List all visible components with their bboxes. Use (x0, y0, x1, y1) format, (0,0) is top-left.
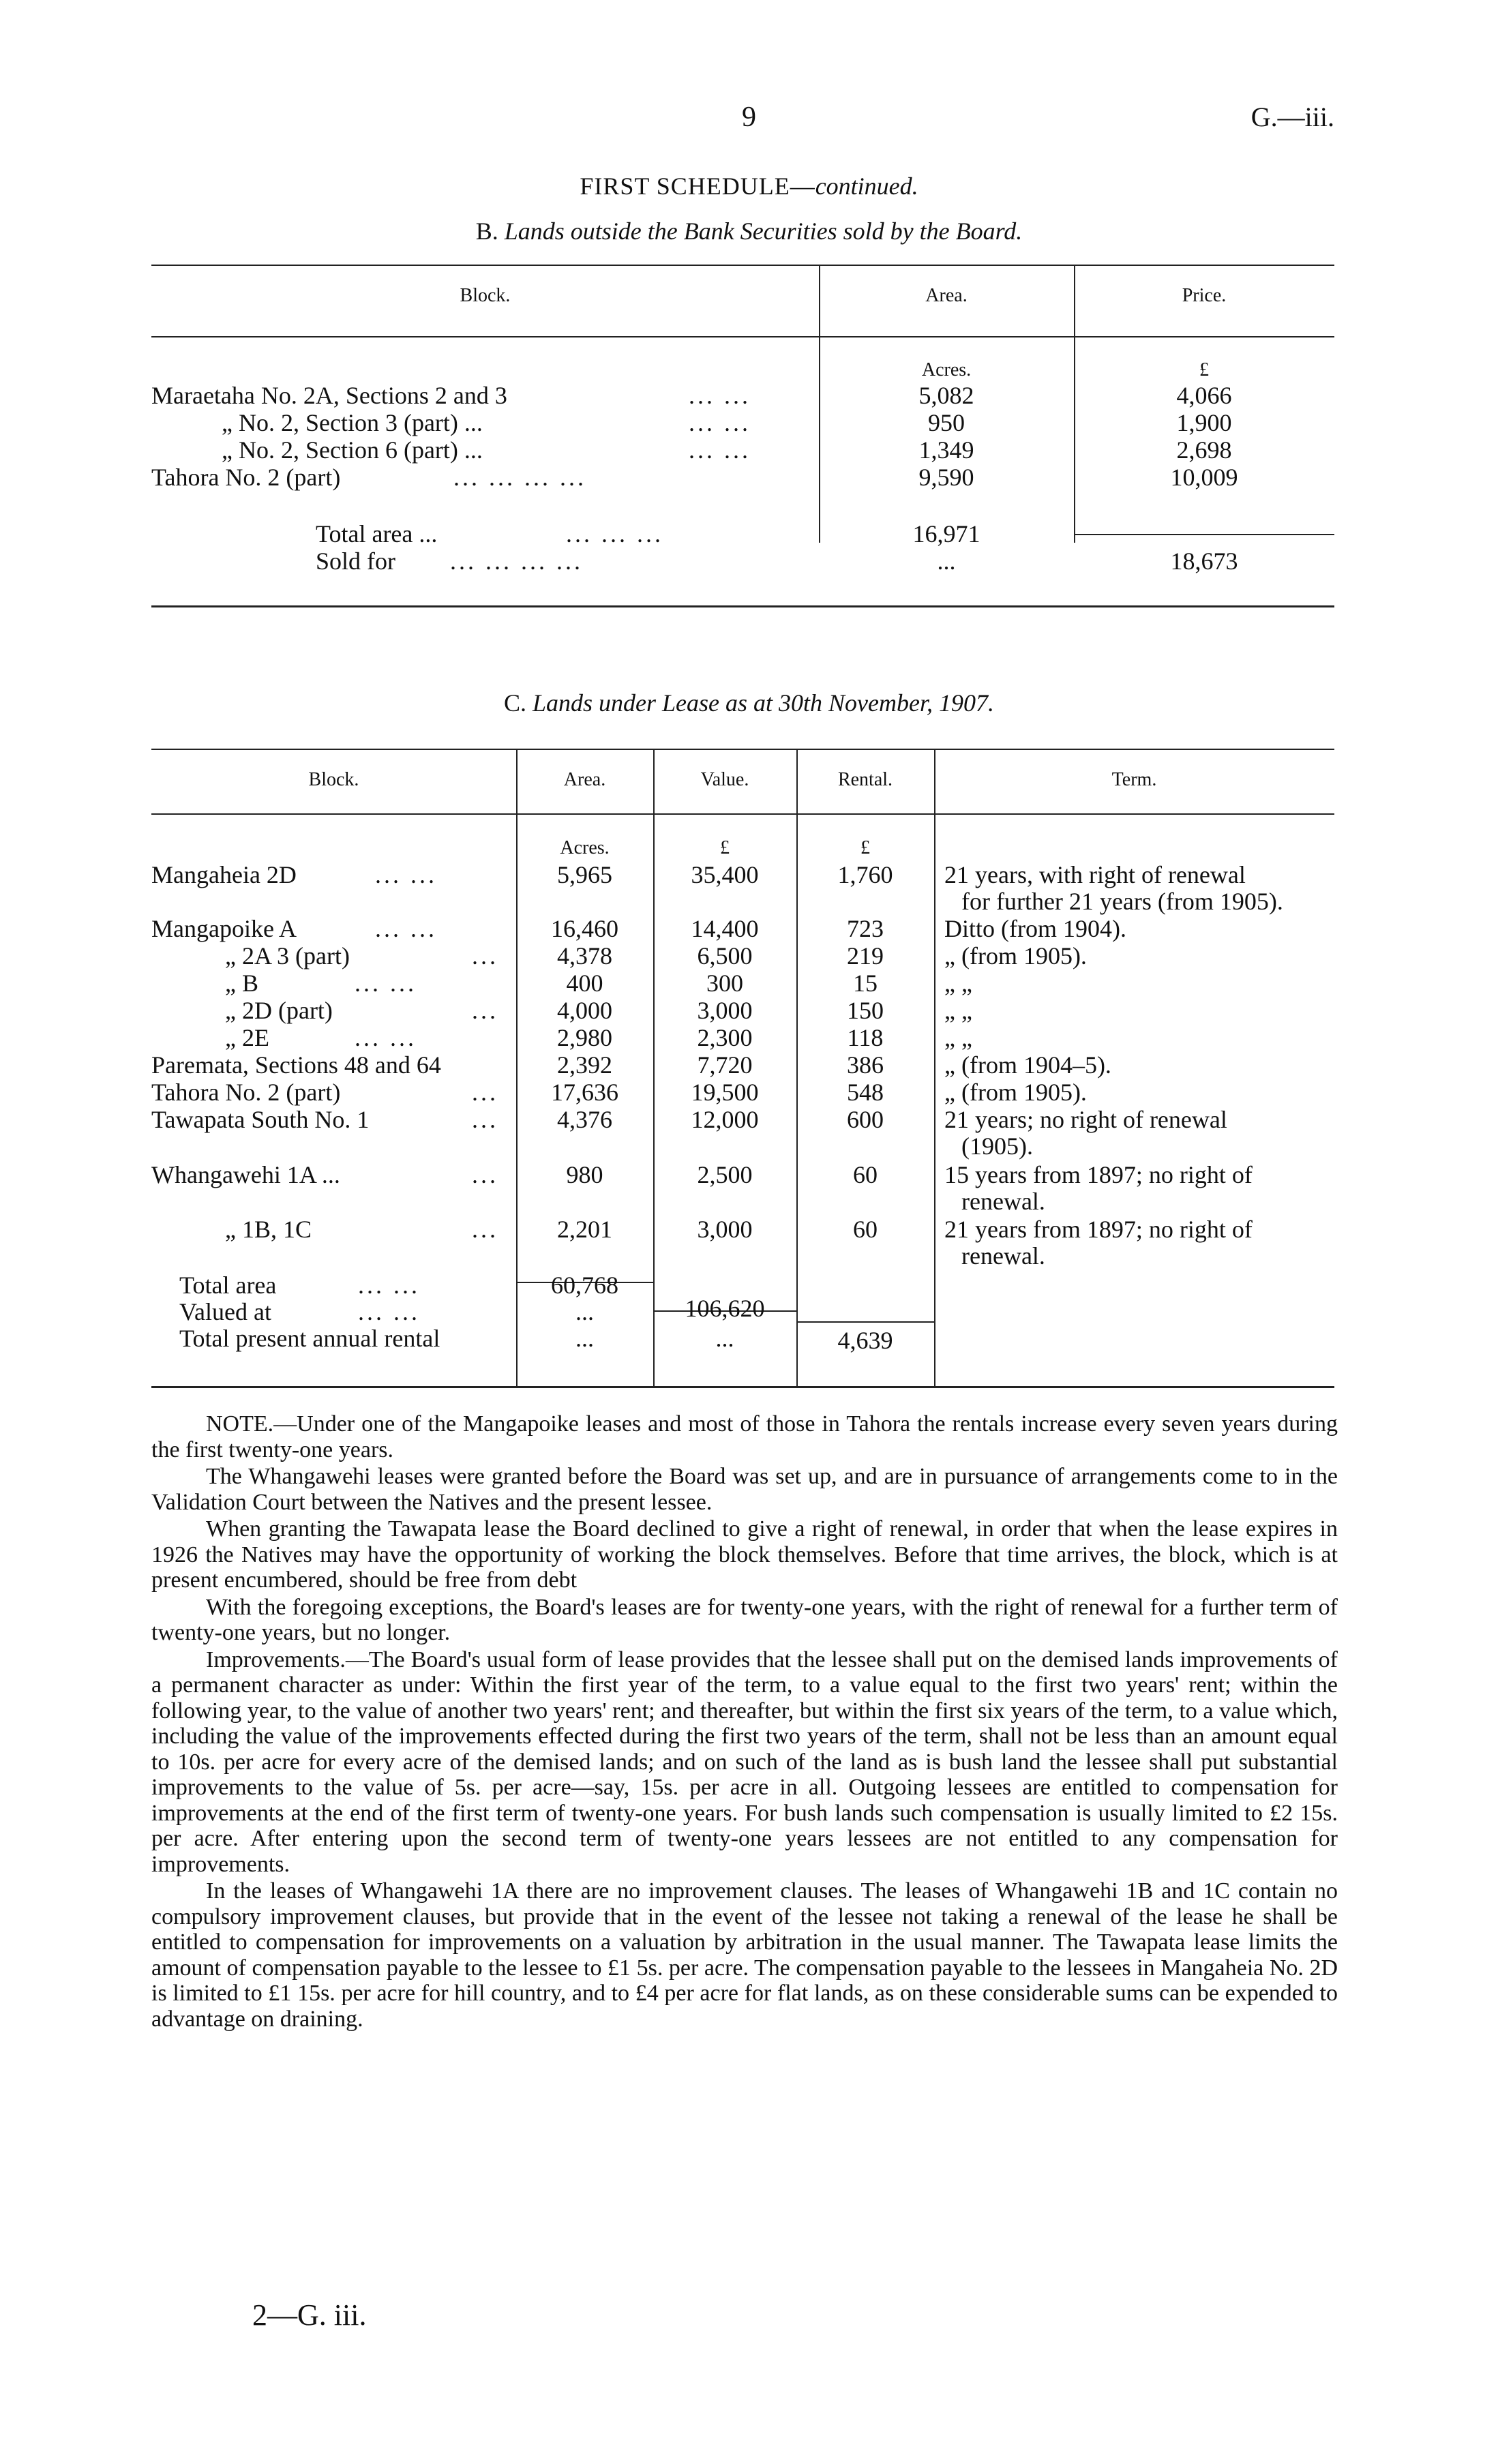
notes-body (151, 1411, 1338, 2032)
leader-dots: ... ... ... (566, 520, 663, 547)
section-c-term-cell: „ (from 1905). (944, 1079, 1087, 1106)
section-c-rental-cell: 60 (853, 1216, 878, 1243)
section-c-rental-cell: 150 (847, 997, 884, 1024)
section-c-block-cell: Paremata, Sections 48 and 64 (151, 1051, 441, 1079)
section-b-price-cell: 1,900 (1176, 409, 1232, 436)
section-c-unit-rental: £ (860, 837, 870, 858)
schedule-title-main: FIRST SCHEDULE— (580, 172, 815, 200)
section-c-header-term: Term. (1111, 769, 1157, 790)
leader-dots: ... (472, 942, 498, 970)
note-paragraph: When granting the Tawapata lease the Board declined to give a right of renewal, in order that when the lease expires in 1926 the Natives may have the opportunity of working the block themselves. Before that time arrives, the block, which is at present encumbered, should be free from debt (151, 1516, 1338, 1593)
leader-dots: ... ... (355, 1024, 417, 1051)
section-c-term-cell: 15 years from 1897; no right of (944, 1161, 1253, 1188)
section-b-price-cell: 10,009 (1170, 464, 1238, 491)
section-c-rental-cell: 1,760 (837, 861, 893, 888)
section-c-valued-at-label: Valued at (179, 1298, 271, 1325)
section-c-term-cell: 21 years from 1897; no right of (944, 1216, 1253, 1243)
section-c-rental-cell: 386 (847, 1051, 884, 1079)
section-c-term-cell: „ „ (944, 970, 972, 997)
section-c-block-cell: Whangawehi 1A ... (151, 1161, 340, 1188)
leader-dots: ... ... (355, 970, 417, 997)
section-c-rental-cell: 60 (853, 1161, 878, 1188)
section-c-title (0, 689, 1498, 717)
section-c-area-cell: 2,980 (557, 1024, 612, 1051)
section-c-value-cell: 300 (706, 970, 743, 997)
footer-signature: 2—G. iii. (252, 2298, 367, 2332)
schedule-title-continued: continued. (815, 172, 918, 200)
section-c-term-cont: renewal. (961, 1188, 1045, 1215)
section-c-rental-value: ... (715, 1325, 734, 1352)
section-c-rental-cell: 219 (847, 942, 884, 970)
section-c-term-cell: „ „ (944, 997, 972, 1024)
section-c-area-cell: 16,460 (551, 915, 618, 942)
section-b-area-cell: 5,082 (918, 382, 974, 409)
leader-dots: ... (472, 1106, 498, 1133)
section-c-rental-cell: 548 (847, 1079, 884, 1106)
note-paragraph: In the leases of Whangawehi 1A there are no improvement clauses. The leases of Whangawehi 1B and 1C contain no compulsory improvement clauses, but provide that in the event of the lessee not taking a renewal of the lease he shall be entitled to compensation for improvements on a valuation by arbitration in the usual manner. The Tawapata lease limits the amount of compensation payable to the lessee to £1 5s. per acre. The compensation payable to the lessees in Mangaheia No. 2D is limited to £1 15s. per acre for hill country, and to £4 per acre for flat lands, as on these considerable sums can be expended to advantage on draining. (151, 1878, 1338, 2032)
section-c-term-cont: renewal. (961, 1242, 1045, 1269)
section-c-total-area: 60,768 (551, 1272, 618, 1299)
section-c-area-cell: 4,000 (557, 997, 612, 1024)
section-b-area-cell: 9,590 (918, 464, 974, 491)
section-b-total-area-label: Total area ... (316, 520, 438, 547)
leader-dots: ... ... (358, 1272, 420, 1299)
section-c-block-cell: „ 2E (225, 1024, 269, 1051)
section-c-block-cell: Tawapata South No. 1 (151, 1106, 370, 1133)
section-c-heading: Lands under Lease as at 30th November, 1907. (533, 689, 994, 717)
section-b-sold-for-label: Sold for (316, 547, 395, 575)
note-paragraph: Improvements.—The Board's usual form of lease provides that the lessee shall put on the demised lands improvements of a permanent character as under: Within the first year of the term, to a value equal to the first two years' rent; within the following year, to the value of another two years' rent; and thereafter, but within the first six years of the term, to a value which, including the value of the improvements effected during the first two years of the term, shall not be less than an amount equal to 10s. per acre for every acre of the demised lands; and on such of the land as is bush land the lessee shall put substantial improvements to the value of 5s. per acre—say, 15s. per acre in all. Outgoing lessees are entitled to compensation for improvements at the end of the first term of twenty-one years. For bush lands such compensation is usually limited to £2 15s. per acre. After entering upon the second term of twenty-one years lessees are not entitled to any compensation for improvements. (151, 1647, 1338, 1877)
section-c-term-cont: for further 21 years (from 1905). (961, 888, 1283, 915)
leader-dots: ... ... ... ... (453, 464, 586, 491)
section-b-block-cell: Maraetaha No. 2A, Sections 2 and 3 (151, 382, 507, 409)
section-c-rental-cell: 15 (853, 970, 878, 997)
section-c-block-cell: Mangaheia 2D (151, 861, 297, 888)
section-c-value-cell: 19,500 (691, 1079, 759, 1106)
section-c-area-cell: 2,201 (557, 1216, 612, 1243)
section-c-header-block: Block. (308, 769, 359, 790)
section-c-area-cell: 5,965 (557, 861, 612, 888)
section-c-area-cell: 2,392 (557, 1051, 612, 1079)
section-c-value-cell: 14,400 (691, 915, 759, 942)
section-b-heading: Lands outside the Bank Securities sold by the Board. (504, 217, 1023, 245)
section-c-value-cell: 2,300 (697, 1024, 753, 1051)
section-c-term-cell: „ (from 1904–5). (944, 1051, 1111, 1079)
section-c-term-cell: 21 years; no right of renewal (944, 1106, 1227, 1133)
section-c-rental-cell: 118 (847, 1024, 884, 1051)
section-c-block-cell: „ 2A 3 (part) (225, 942, 350, 970)
section-c-area-cell: 980 (566, 1161, 603, 1188)
section-b-area-cell: 1,349 (918, 436, 974, 464)
section-c-term-cell: Ditto (from 1904). (944, 915, 1126, 942)
leader-dots: ... (472, 997, 498, 1024)
section-c-area-cell: 4,376 (557, 1106, 612, 1133)
section-c-value-cell: 6,500 (697, 942, 753, 970)
leader-dots: ... ... (689, 409, 751, 436)
leader-dots: ... ... (358, 1298, 420, 1325)
note-paragraph: The Whangawehi leases were granted before the Board was set up, and are in pursuance of arrangements come to in the Validation Court between the Natives and the present lessee. (151, 1464, 1338, 1515)
section-c-block-cell: „ 1B, 1C (225, 1216, 312, 1243)
section-b-price-cell: 4,066 (1176, 382, 1232, 409)
section-c-block-cell: „ B (225, 970, 258, 997)
leader-dots: ... (472, 1161, 498, 1188)
section-b-block-cell: „ No. 2, Section 3 (part) ... (222, 409, 483, 436)
section-c-value-cell: 12,000 (691, 1106, 759, 1133)
section-c-total-area-label: Total area (179, 1272, 277, 1299)
section-b-price-cell: 2,698 (1176, 436, 1232, 464)
document-reference: G.—iii. (1250, 102, 1334, 132)
leader-dots: ... ... (375, 861, 437, 888)
section-b-sold-for-area: ... (937, 547, 956, 575)
section-c-value-cell: 3,000 (697, 997, 753, 1024)
section-b-header-area: Area. (925, 285, 968, 306)
section-c-total-rental: 4,639 (837, 1327, 893, 1354)
section-b-letter: B. (475, 217, 498, 245)
section-c-header-area: Area. (563, 769, 606, 790)
section-c-letter: C. (503, 689, 526, 717)
leader-dots: ... ... ... ... (450, 547, 583, 575)
section-c-valued-at: 106,620 (685, 1295, 765, 1322)
section-c-header-value: Value. (700, 769, 749, 790)
leader-dots: ... ... (375, 915, 437, 942)
section-c-rental-cell: 723 (847, 915, 884, 942)
section-b-block-cell: „ No. 2, Section 6 (part) ... (222, 436, 483, 464)
section-b-title (0, 217, 1498, 245)
section-c-unit-area: Acres. (560, 837, 610, 858)
leader-dots: ... ... (689, 436, 751, 464)
section-b-sold-for-price: 18,673 (1170, 547, 1238, 575)
section-b-unit-price: £ (1199, 359, 1209, 380)
page-number: 9 (742, 102, 756, 133)
note-paragraph: NOTE.—Under one of the Mangapoike leases and most of those in Tahora the rentals increase every seven years during the first twenty-one years. (151, 1411, 1338, 1462)
section-c-rental-cell: 600 (847, 1106, 884, 1133)
leader-dots: ... ... (689, 382, 751, 409)
section-c-valued-at-area: ... (575, 1298, 594, 1325)
section-c-term-cell: „ (from 1905). (944, 942, 1087, 970)
section-b-unit-area: Acres. (921, 359, 972, 380)
section-c-term-cell: 21 years, with right of renewal (944, 861, 1246, 888)
section-c-area-cell: 4,378 (557, 942, 612, 970)
section-c-value-cell: 3,000 (697, 1216, 753, 1243)
section-c-unit-value: £ (720, 837, 730, 858)
section-c-term-cont: (1905). (961, 1132, 1033, 1160)
section-b-total-area: 16,971 (912, 520, 980, 547)
note-paragraph: With the foregoing exceptions, the Board's leases are for twenty-one years, with the right of renewal for a further term of twenty-one years, but no longer. (151, 1594, 1338, 1645)
section-b-header-price: Price. (1182, 285, 1227, 306)
section-c-rental-area: ... (575, 1325, 594, 1352)
section-c-block-cell: „ 2D (part) (225, 997, 333, 1024)
section-c-value-cell: 2,500 (697, 1161, 753, 1188)
leader-dots: ... (472, 1216, 498, 1243)
section-c-area-cell: 400 (566, 970, 603, 997)
section-b-area-cell: 950 (928, 409, 965, 436)
section-c-header-rental: Rental. (837, 769, 893, 790)
section-c-value-cell: 7,720 (697, 1051, 753, 1079)
section-c-term-cell: „ „ (944, 1024, 972, 1051)
section-c-area-cell: 17,636 (551, 1079, 618, 1106)
schedule-title (0, 172, 1498, 200)
section-c-block-cell: Tahora No. 2 (part) (151, 1079, 341, 1106)
section-c-block-cell: Mangapoike A (151, 915, 297, 942)
section-c-value-cell: 35,400 (691, 861, 759, 888)
section-b-header-block: Block. (460, 285, 511, 306)
section-b-block-cell: Tahora No. 2 (part) (151, 464, 341, 491)
leader-dots: ... (472, 1079, 498, 1106)
section-c-rental-label: Total present annual rental (179, 1325, 440, 1352)
